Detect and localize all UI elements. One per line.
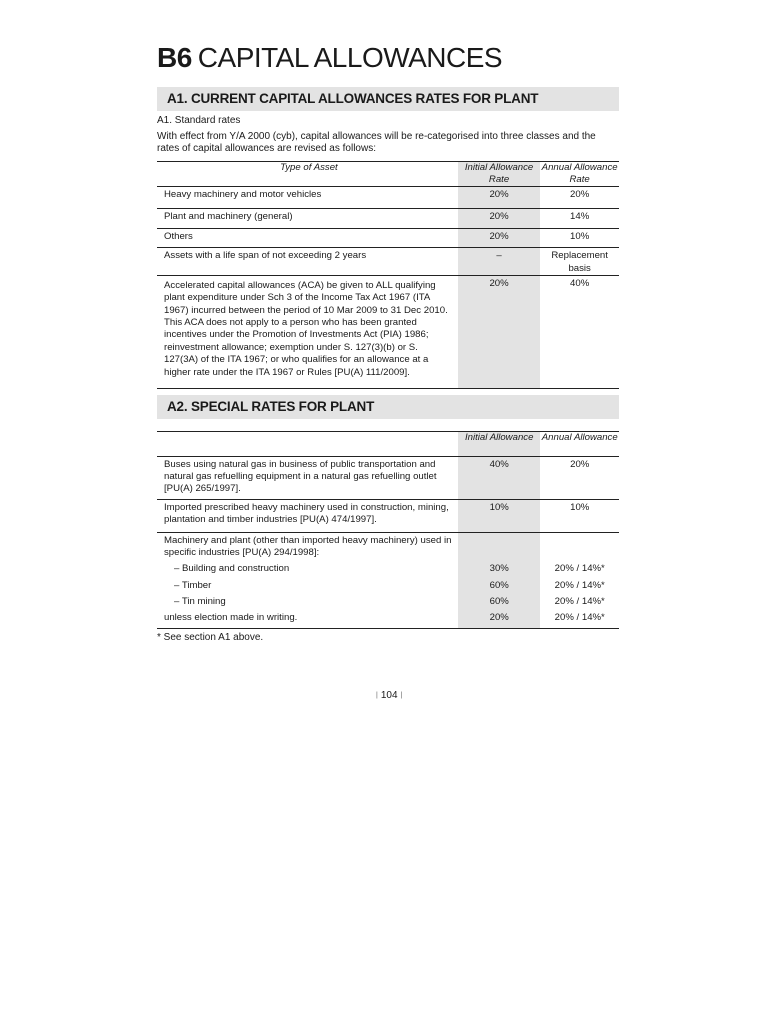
page-number: 104: [380, 690, 398, 701]
page-number-footer: [373, 690, 405, 701]
table-header-row: [157, 432, 619, 457]
annual-allowance: 20% / 14%*: [554, 612, 605, 623]
annual-rate: Replacement basis: [540, 248, 619, 275]
initial-rate: –: [458, 248, 540, 275]
group-item-label: unless election made in writing.: [164, 612, 298, 624]
group-item-label: – Timber: [174, 579, 212, 591]
annual-allowance: 20%: [540, 457, 619, 500]
table-header-row: [157, 162, 619, 187]
table-row: [157, 209, 619, 229]
section-a1-intro: With effect from Y/A 2000 (cyb), capital allowances will be re-categorised into three classes and the rates of capital allowances are revised as follows:: [157, 131, 596, 154]
section-a1-header: [157, 87, 619, 111]
col-header-initial: Initial Allowance Rate: [458, 162, 540, 187]
initial-allowance: 20%: [489, 612, 509, 623]
initial-allowance-column: [458, 533, 540, 629]
group-item-label: – Tin mining: [174, 595, 226, 607]
annual-allowance: 20% / 14%*: [554, 595, 605, 607]
section-a2-header: [157, 395, 619, 419]
table-row: [157, 533, 619, 629]
col-header-annual: Annual Allowance: [540, 432, 619, 457]
asset-type: Accelerated capital allowances (ACA) be given to ALL qualifying plant expenditure under Sch 3 of the Income Tax Act 1967 (ITA 1967) incurred between the period of 10 Mar 2009 to 31 Dec 2010. This ACA does not apply to a person who has been granted incentives under the Promotion of Investments Act (PIA) 1986; reinvestment allowance; exemption under S. 127(3)(b) or S. 127(3A) of the ITA 1967; or who qualifies for an allowance at a higher rate under the ITA 1967 or Rules [PU(A) 111/2009].: [157, 275, 458, 388]
table-row: [157, 457, 619, 500]
col-header-annual: Annual Allowance Rate: [541, 162, 618, 186]
asset-type: Heavy machinery and motor vehicles: [157, 187, 458, 209]
initial-allowance: 60%: [489, 595, 509, 607]
standard-rates-table: [157, 161, 619, 389]
col-header-blank: [157, 432, 458, 457]
table-row: [157, 248, 619, 275]
annual-rate: 20%: [540, 187, 619, 209]
plant-description: Buses using natural gas in business of public transportation and natural gas refuelling equipment in a natural gas refuelling outlet [PU(A) 265/1997].: [157, 457, 458, 500]
section-a1-title: A1. CURRENT CAPITAL ALLOWANCES RATES FOR PLANT: [167, 91, 539, 106]
divider: |: [376, 692, 378, 699]
col-header-initial: Initial Allowance: [458, 432, 540, 457]
initial-allowance: 60%: [489, 579, 509, 591]
chapter-title: CAPITAL ALLOWANCES: [197, 42, 503, 73]
annual-allowance: 10%: [540, 500, 619, 533]
table-row: [157, 187, 619, 209]
annual-allowance-column: [540, 533, 619, 629]
footnote: * See section A1 above.: [157, 632, 264, 643]
asset-type: Assets with a life span of not exceeding 2 years: [157, 248, 458, 275]
asset-type: Others: [157, 229, 458, 248]
initial-rate: 20%: [458, 187, 540, 209]
initial-allowance: 30%: [489, 563, 509, 575]
annual-rate: 14%: [540, 209, 619, 229]
initial-rate: 20%: [458, 209, 540, 229]
group-item-label: – Building and construction: [174, 563, 290, 575]
initial-allowance: 40%: [458, 457, 540, 500]
plant-description: Imported prescribed heavy machinery used in construction, mining, plantation and timber industries [PU(A) 474/1997].: [157, 500, 458, 533]
section-a2-title: A2. SPECIAL RATES FOR PLANT: [167, 399, 375, 414]
table-row: [157, 500, 619, 533]
table-row: [157, 275, 619, 388]
initial-rate: 20%: [458, 229, 540, 248]
annual-rate: 40%: [540, 275, 619, 388]
col-header-type: Type of Asset: [157, 162, 458, 187]
special-rates-table: [157, 431, 619, 629]
annual-allowance: 20% / 14%*: [554, 579, 605, 591]
plant-group: [157, 533, 458, 629]
table-row: [157, 229, 619, 248]
page-title: [157, 42, 502, 74]
plant-group-description: Machinery and plant (other than imported heavy machinery) used in specific industries [PU(A) 294/1998]:: [164, 535, 452, 559]
annual-allowance: 20% / 14%*: [554, 563, 605, 575]
initial-rate: 20%: [458, 275, 540, 388]
section-a1-subtitle: A1. Standard rates: [157, 115, 241, 126]
divider: |: [400, 692, 403, 699]
chapter-code: B6: [157, 42, 192, 73]
annual-rate: 10%: [540, 229, 619, 248]
initial-allowance: 10%: [458, 500, 540, 533]
asset-type: Plant and machinery (general): [157, 209, 458, 229]
